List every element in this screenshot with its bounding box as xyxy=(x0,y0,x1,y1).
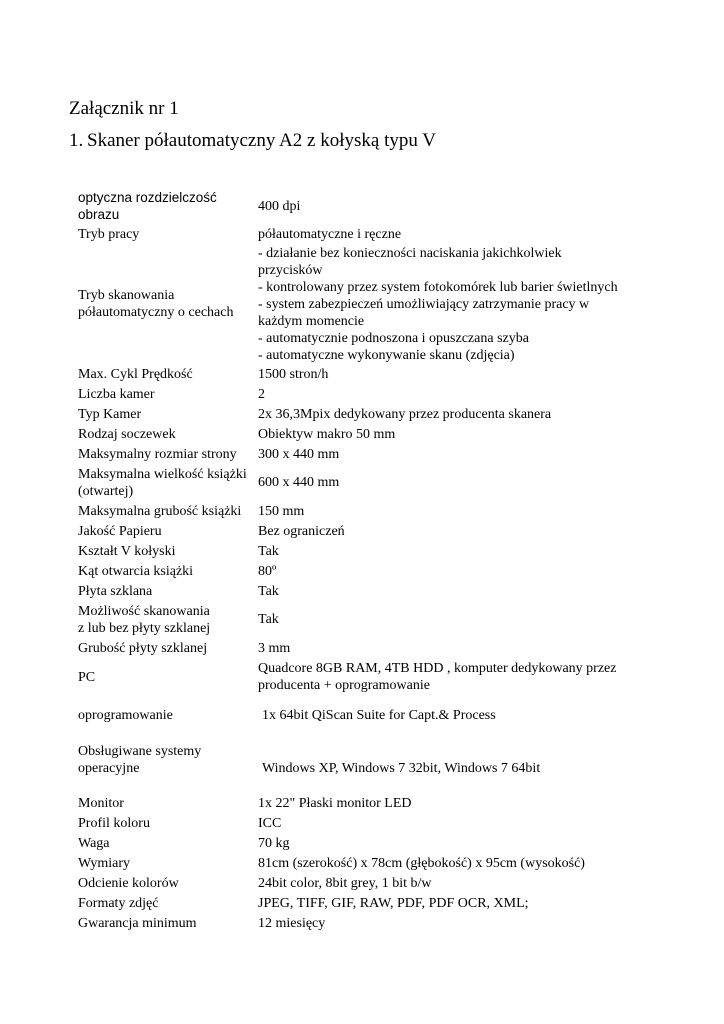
section-title: Skaner półautomatyczny A2 z kołyską typu V xyxy=(87,130,436,151)
spec-label: Obsługiwane systemy operacyjne xyxy=(78,744,202,776)
spec-value: 300 x 440 mm xyxy=(258,446,340,462)
spec-value: 81cm (szerokość) x 78cm (głębokość) x 95cm (wysokość) xyxy=(258,855,585,871)
spec-value: ICC xyxy=(258,815,282,831)
spec-value: JPEG, TIFF, GIF, RAW, PDF, PDF OCR, XML; xyxy=(258,895,529,911)
table-row xyxy=(78,224,652,244)
spec-label: Maksymalny rozmiar strony xyxy=(78,446,237,462)
spec-value: 400 dpi xyxy=(258,198,301,214)
table-row xyxy=(78,601,652,638)
table-row xyxy=(78,464,652,501)
spec-value: 3 mm xyxy=(258,640,291,656)
table-row xyxy=(78,813,652,833)
spec-label: Tryb skanowania półautomatyczny o cechach xyxy=(78,288,234,320)
spec-value: Bez ograniczeń xyxy=(258,523,345,539)
spec-label: Tryb pracy xyxy=(78,226,140,242)
table-row xyxy=(78,404,652,424)
spec-label: optyczna rozdzielczość obrazu xyxy=(78,190,217,222)
spec-label: Maksymalna grubość książki xyxy=(78,503,242,519)
annex-heading: Załącznik nr 1 xyxy=(69,98,179,119)
spec-label: oprogramowanie xyxy=(78,707,173,723)
spec-label: Profil koloru xyxy=(78,815,150,831)
spec-value: 70 kg xyxy=(258,835,290,851)
spec-label: Odcienie kolorów xyxy=(78,875,179,891)
spec-value: 150 mm xyxy=(258,503,305,519)
spec-label: Max. Cykl Prędkość xyxy=(78,366,193,382)
spec-value: Tak xyxy=(258,543,279,559)
spec-value: 1500 stron/h xyxy=(258,366,329,382)
section-number: 1. xyxy=(69,130,84,151)
spec-label: PC xyxy=(78,669,96,685)
spec-label: Jakość Papieru xyxy=(78,523,162,539)
table-row xyxy=(78,424,652,444)
spec-value: 80º xyxy=(258,563,277,579)
table-row xyxy=(78,501,652,521)
table-row xyxy=(78,786,652,813)
spec-value: 2 xyxy=(258,386,265,402)
spec-label: Płyta szklana xyxy=(78,583,153,599)
table-row xyxy=(78,734,652,786)
table-row xyxy=(78,853,652,873)
spec-label: Gwarancja minimum xyxy=(78,915,197,931)
table-row xyxy=(78,364,652,384)
spec-value: 24bit color, 8bit grey, 1 bit b/w xyxy=(258,875,432,891)
table-row xyxy=(78,913,652,933)
spec-label: Możliwość skanowania z lub bez płyty szklanej xyxy=(78,603,211,636)
spec-table xyxy=(78,188,652,933)
table-row xyxy=(78,541,652,561)
table-row xyxy=(78,833,652,853)
spec-value: 12 miesięcy xyxy=(258,915,326,931)
spec-value: 2x 36,3Mpix dedykowany przez producenta skanera xyxy=(258,406,552,422)
table-row xyxy=(78,521,652,541)
spec-value: Windows XP, Windows 7 32bit, Windows 7 64bit xyxy=(262,761,541,776)
table-row xyxy=(78,384,652,404)
table-row xyxy=(78,696,652,734)
spec-label: Kąt otwarcia książki xyxy=(78,563,194,579)
spec-label: Formaty zdjęć xyxy=(78,895,159,911)
spec-value: 600 x 440 mm xyxy=(258,475,340,490)
spec-label: Liczba kamer xyxy=(78,386,155,402)
spec-value: 1x 64bit QiScan Suite for Capt.& Process xyxy=(262,707,496,723)
spec-label: Grubość płyty szklanej xyxy=(78,640,208,656)
spec-label: Monitor xyxy=(78,796,124,811)
table-row xyxy=(78,893,652,913)
spec-label: Wymiary xyxy=(78,855,131,871)
table-row xyxy=(78,444,652,464)
table-row xyxy=(78,658,652,696)
spec-value: - działanie bez konieczności naciskania jakichkolwiek przycisków - kontrolowany przez system fotokomórek lub barier świetlnych - system zabezpieczeń umożliwiający zatrzymanie pracy w każdym momencie - automatycznie podnoszona i opuszczana szyba - automatyczne wykonywanie skanu (zdjęcia) xyxy=(258,245,618,363)
table-row xyxy=(78,638,652,658)
table-row xyxy=(78,188,652,224)
spec-value: Quadcore 8GB RAM, 4TB HDD , komputer dedykowany przez producenta + oprogramowanie xyxy=(258,661,617,693)
spec-label: Rodzaj soczewek xyxy=(78,426,176,442)
table-row xyxy=(78,561,652,581)
spec-value: półautomatyczne i ręczne xyxy=(258,226,402,242)
spec-value: 1x 22" Płaski monitor LED xyxy=(258,796,412,811)
spec-value: Obiektyw makro 50 mm xyxy=(258,426,396,442)
spec-value: Tak xyxy=(258,583,279,599)
spec-label: Maksymalna wielkość książki (otwartej) xyxy=(78,466,247,499)
table-row xyxy=(78,873,652,893)
spec-label: Typ Kamer xyxy=(78,406,142,422)
spec-value: Tak xyxy=(258,612,279,627)
table-row xyxy=(78,581,652,601)
spec-label: Waga xyxy=(78,835,110,851)
section-heading xyxy=(69,129,436,153)
spec-label: Kształt V kołyski xyxy=(78,543,176,559)
table-row xyxy=(78,244,652,364)
